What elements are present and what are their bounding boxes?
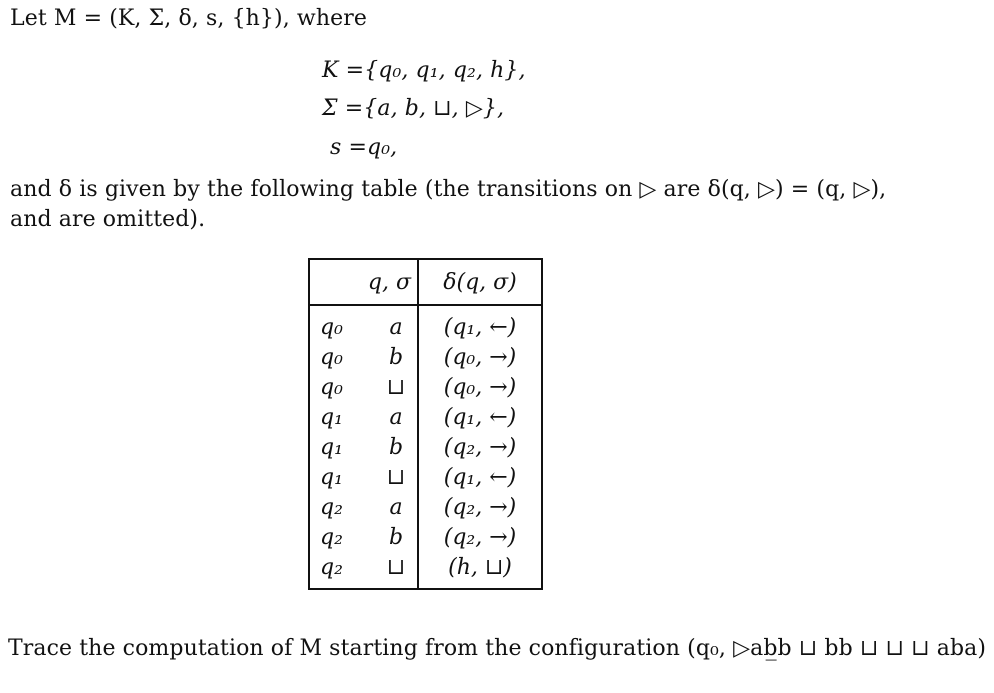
cell-symbol: b (388, 344, 404, 370)
cell-transition: (q₀, →) (418, 342, 542, 372)
cell-state: q₂ (320, 554, 343, 580)
table-row (309, 522, 542, 552)
states-definition: K ={q₀, q₁, q₂, h}, (322, 58, 526, 83)
cell-state: q₂ (320, 494, 343, 520)
cell-transition: (q₂, →) (418, 522, 542, 552)
table-header-row (309, 259, 542, 305)
cell-transition: (q₂, →) (418, 492, 542, 522)
cell-symbol: a (389, 494, 403, 520)
table-row (309, 462, 542, 492)
cell-transition: (q₁, ←) (418, 402, 542, 432)
cell-state: q₀ (320, 344, 343, 370)
table-row (309, 552, 542, 589)
cell-symbol: ⊔ (386, 464, 406, 490)
header-state-symbol: q, σ (309, 259, 418, 305)
cell-state: q₁ (320, 404, 343, 430)
table-row (309, 492, 542, 522)
table-row (309, 342, 542, 372)
table-row (309, 432, 542, 462)
table-row (309, 372, 542, 402)
cell-symbol: a (389, 404, 403, 430)
header-result: δ(q, σ) (418, 259, 542, 305)
cell-symbol: b (388, 524, 404, 550)
cell-symbol: ⊔ (386, 554, 406, 580)
table-row (309, 402, 542, 432)
paragraph-line-2: and are omitted). (10, 207, 206, 232)
intro-text: Let M = (K, Σ, δ, s, {h}), where (10, 6, 367, 31)
cell-transition: (q₂, →) (418, 432, 542, 462)
start-state-definition: s =q₀, (330, 135, 398, 160)
cell-symbol: a (389, 314, 403, 340)
cell-symbol: b (388, 434, 404, 460)
cell-state: q₁ (320, 434, 343, 460)
cell-transition: (h, ⊔) (418, 552, 542, 589)
alphabet-definition: Σ ={a, b, ⊔, ▷}, (322, 96, 505, 121)
trace-instruction: Trace the computation of M starting from the configuration (q₀, ▷ab̲b ⊔ bb ⊔ ⊔ ⊔ aba) (8, 636, 987, 661)
cell-symbol: ⊔ (386, 374, 406, 400)
cell-state: q₂ (320, 524, 343, 550)
paragraph-line-1: and δ is given by the following table (the transitions on ▷ are δ(q, ▷) = (q, ▷), (10, 177, 887, 202)
cell-state: q₀ (320, 314, 343, 340)
cell-transition: (q₁, ←) (418, 462, 542, 492)
cell-state: q₁ (320, 464, 343, 490)
cell-transition: (q₀, →) (418, 372, 542, 402)
cell-state: q₀ (320, 374, 343, 400)
transition-table (308, 258, 543, 590)
cell-transition: (q₁, ←) (418, 305, 542, 342)
table-row (309, 305, 542, 342)
